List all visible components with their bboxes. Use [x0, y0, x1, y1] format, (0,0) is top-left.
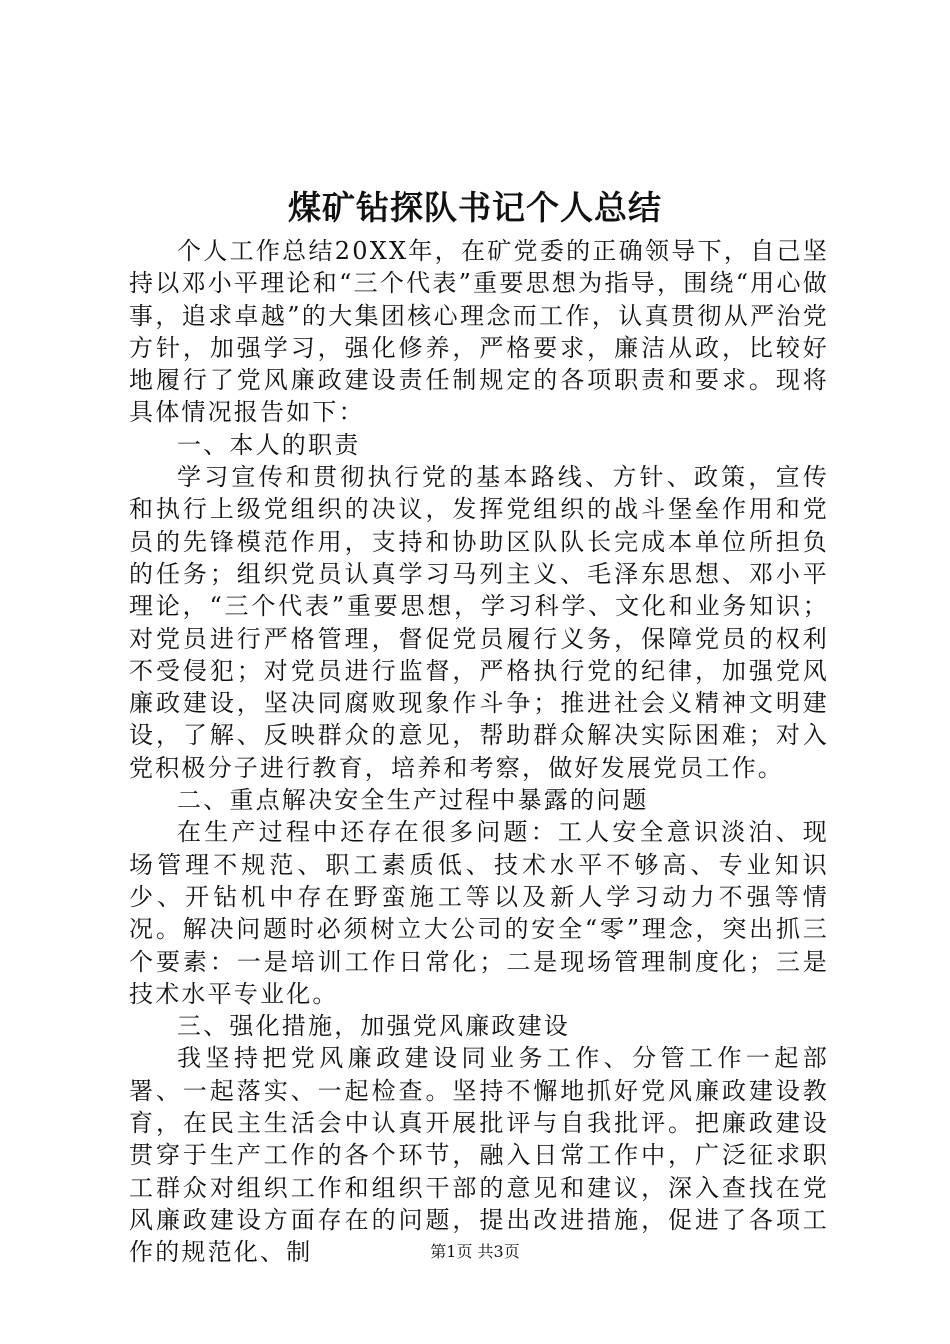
section-paragraph-1: 学习宣传和贯彻执行党的基本路线、方针、政策，宣传和执行上级党组织的决议，发挥党组织的战斗堡垒作用和党员的先锋模范作用，支持和协助区队队长完成本单位所担负的任务；组织党员认真学习马列主义、毛泽东思想、邓小平理论，“三个代表”重要思想，学习科学、文化和业务知识；对党员进行严格管理，督促党员履行义务，保障党员的权利不受侵犯；对党员进行监督，严格执行党的纪律，加强党风廉政建设，坚决同腐败现象作斗争；推进社会义精神文明建设，了解、反映群众的意见，帮助群众解决实际困难；对入党积极分子进行教育，培养和考察，做好发展党员工作。 — [129, 463, 829, 782]
section-paragraph-3: 我坚持把党风廉政建设同业务工作、分管工作一起部署、一起落实、一起检查。坚持不懈地抓好党风廉政建设教育，在民主生活会中认真开展批评与自我批评。把廉政建设贯穿于生产工作的各个环节，融入日常工作中，广泛征求职工群众对组织工作和组织干部的意见和建议，深入查找在党风廉政建设方面存在的问题，提出改进措施，促进了各项工作的规范化、制 — [129, 1044, 829, 1267]
section-heading-3: 三、强化措施，加强党风廉政建设 — [177, 1012, 570, 1041]
section-paragraph-2: 在生产过程中还存在很多问题：工人安全意识淡泊、现场管理不规范、职工素质低、技术水平不够高、专业知识少、开钻机中存在野蛮施工等以及新人学习动力不强等情况。解决问题时必须树立大公司的安全“零”理念，突出抓三个要素：一是培训工作日常化；二是现场管理制度化；三是技术水平专业化。 — [129, 818, 829, 1008]
intro-paragraph: 个人工作总结20XX年，在矿党委的正确领导下，自己坚持以邓小平理论和“三个代表”重要思想为指导，围绕“用心做事，追求卓越”的大集团核心理念而工作，认真贯彻从严治党方针，加强学习，强化修养，严格要求，廉洁从政，比较好地履行了党风廉政建设责任制规定的各项职责和要求。现将具体情况报告如下： — [129, 237, 829, 427]
document-title: 煤矿钻探队书记个人总结 — [288, 188, 662, 227]
document-body — [129, 235, 829, 1269]
section-heading-2: 二、重点解决安全生产过程中暴露的问题 — [177, 786, 649, 815]
section-heading-1: 一、本人的职责 — [177, 430, 361, 459]
page-number-footer: 第1页 共3页 — [430, 1242, 520, 1261]
